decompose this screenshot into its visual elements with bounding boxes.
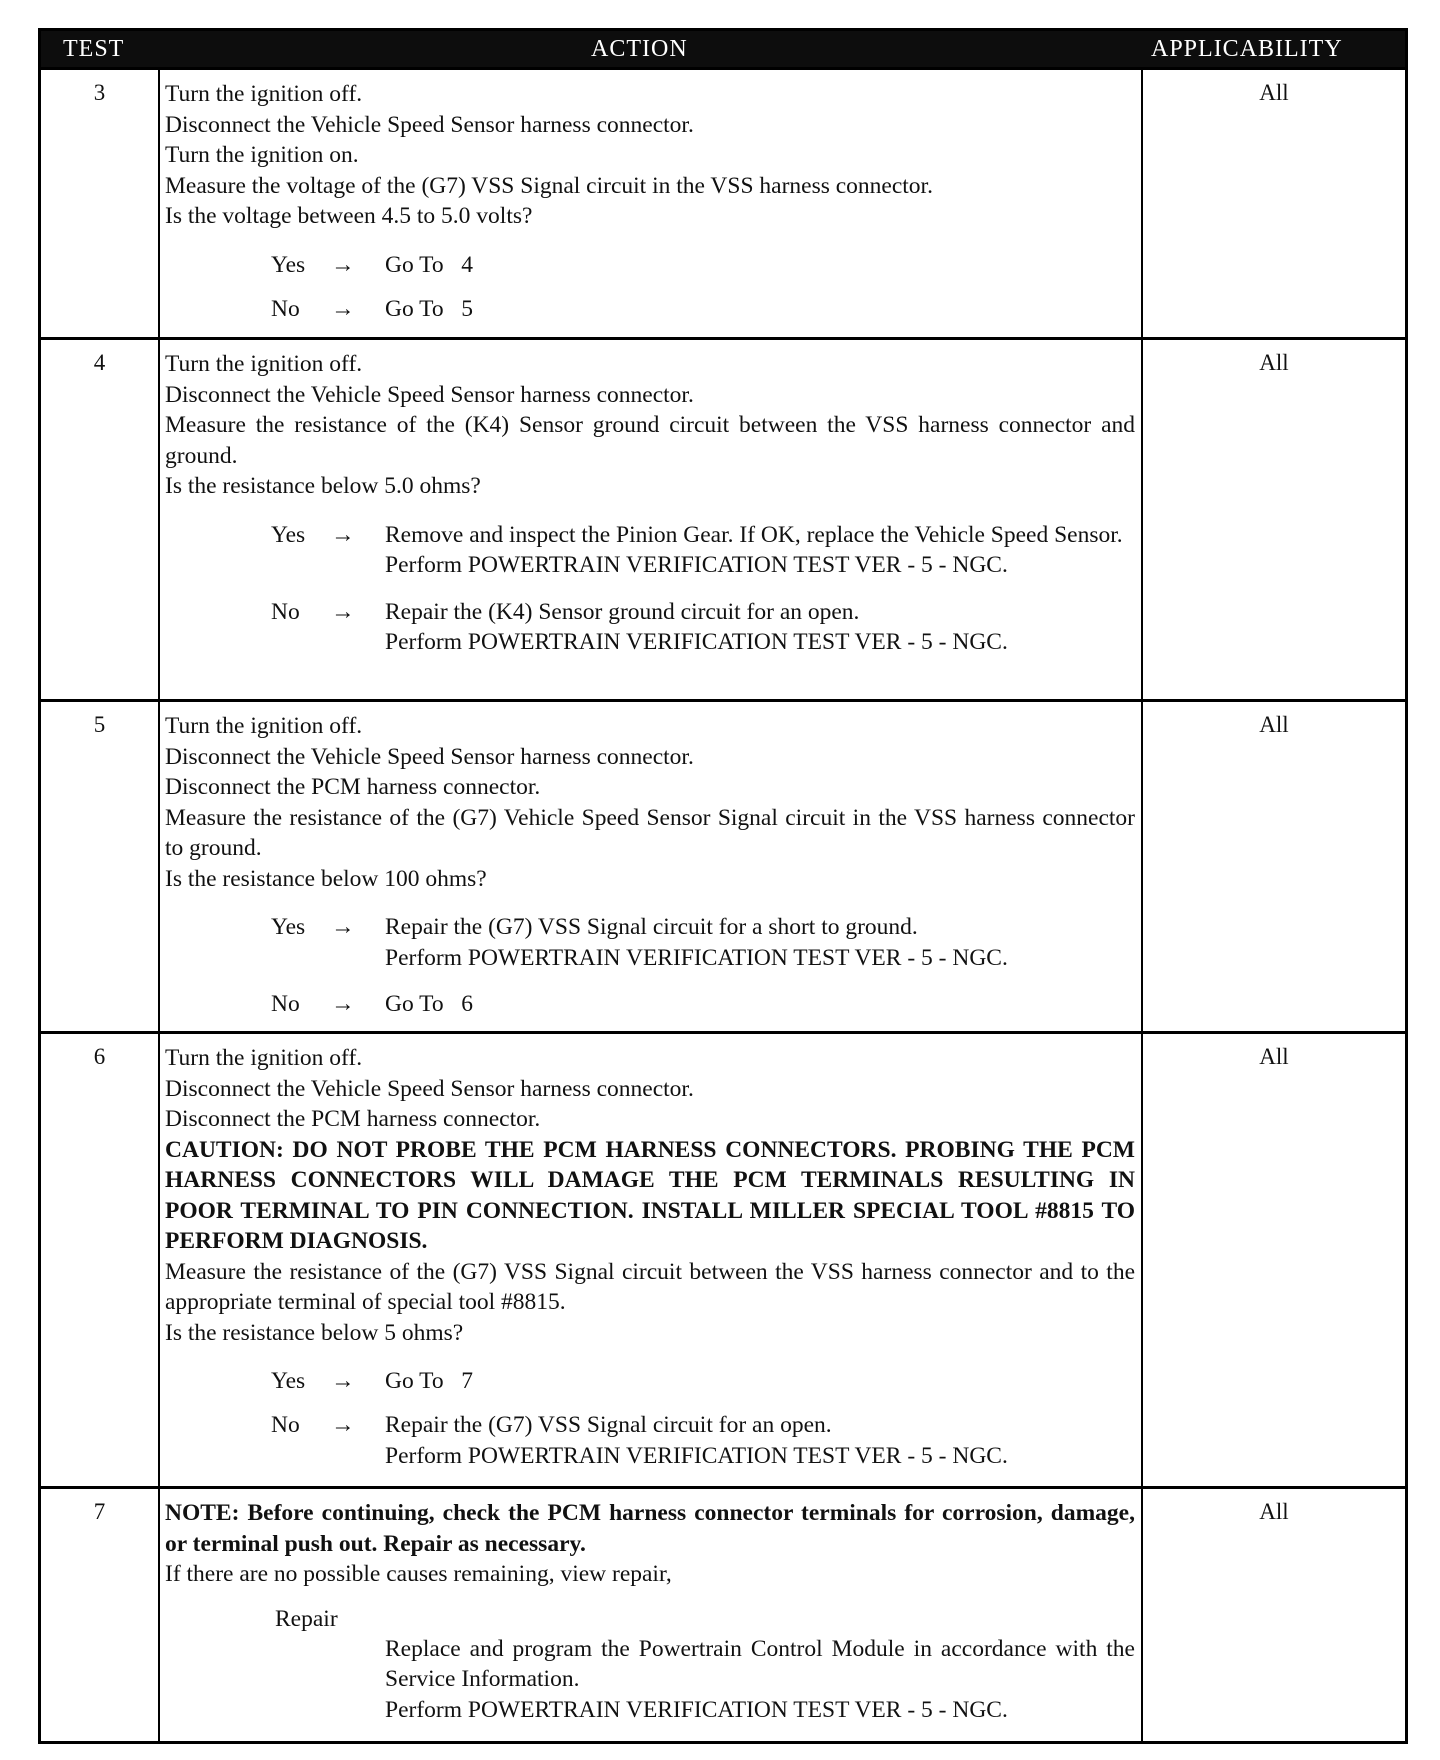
yes-target: Go To 4 xyxy=(385,251,474,278)
no-branch xyxy=(165,294,1135,324)
repair-label: Repair xyxy=(275,1605,338,1632)
header-action: ACTION xyxy=(591,36,688,62)
table-header xyxy=(41,31,1405,67)
test-number: 5 xyxy=(93,712,106,737)
no-label: No xyxy=(271,1412,300,1438)
repair-text: Replace and program the Powertrain Control Module in accordance with the Service Information. xyxy=(385,1635,1135,1692)
arrow-icon: → xyxy=(331,251,355,278)
step-text: Turn the ignition off. xyxy=(165,713,363,739)
step-text: Turn the ignition on. xyxy=(165,142,359,168)
no-target: Go To 6 xyxy=(385,991,474,1017)
step-text: Turn the ignition off. xyxy=(165,81,363,107)
step-text: Disconnect the Vehicle Speed Sensor harness connector. xyxy=(165,381,694,408)
no-branch xyxy=(165,597,1135,658)
no-label: No xyxy=(271,598,300,625)
step-text: Is the resistance below 5 ohms? xyxy=(165,1319,464,1346)
step-text: Turn the ignition off. xyxy=(165,351,363,377)
arrow-icon: → xyxy=(331,914,355,940)
step-text: Is the resistance below 5.0 ohms? xyxy=(165,473,481,499)
no-target: Repair the (K4) Sensor ground circuit for an open. xyxy=(385,598,860,625)
test-number: 4 xyxy=(93,350,106,375)
arrow-icon: → xyxy=(331,1368,355,1394)
action-cell xyxy=(165,711,1135,1019)
no-target-verify: Perform POWERTRAIN VERIFICATION TEST VER - 5 - NGC. xyxy=(385,1442,1008,1469)
no-label: No xyxy=(271,991,300,1017)
repair-block xyxy=(165,1604,1135,1726)
applicability-cell: All xyxy=(1259,712,1289,737)
no-target-verify: Perform POWERTRAIN VERIFICATION TEST VER - 5 - NGC. xyxy=(385,629,1008,655)
table-row-test-4 xyxy=(41,337,1405,702)
caution-text: CAUTION: DO NOT PROBE THE PCM HARNESS CONNECTORS. PROBING THE PCM HARNESS CONNECTORS WILL DAMAGE THE PCM TERMINALS RESULTING IN POOR TERMINAL TO PIN CONNECTION. INSTALL MILLER SPECIAL TOOL #8815 TO PERFORM DIAGNOSIS. xyxy=(165,1136,1135,1254)
header-applicability: APPLICABILITY xyxy=(1151,36,1343,62)
no-branch xyxy=(165,1410,1135,1471)
applicability-cell: All xyxy=(1259,1499,1289,1524)
applicability-cell: All xyxy=(1259,1044,1289,1069)
yes-branch xyxy=(165,520,1135,581)
step-text: Measure the resistance of the (G7) VSS Signal circuit between the VSS harness connector and to the appropriate terminal of special tool #8815. xyxy=(165,1258,1135,1315)
yes-label: Yes xyxy=(271,251,306,278)
action-cell xyxy=(165,349,1135,658)
yes-target: Repair the (G7) VSS Signal circuit for a short to ground. xyxy=(385,914,918,940)
yes-label: Yes xyxy=(271,1368,306,1394)
arrow-icon: → xyxy=(331,295,355,322)
step-text: Measure the voltage of the (G7) VSS Signal circuit in the VSS harness connector. xyxy=(165,172,933,199)
yes-label: Yes xyxy=(271,521,306,548)
test-number: 7 xyxy=(93,1499,106,1524)
step-text: Disconnect the PCM harness connector. xyxy=(165,1106,541,1132)
step-text: Disconnect the PCM harness connector. xyxy=(165,774,541,800)
yes-label: Yes xyxy=(271,914,306,940)
yes-branch xyxy=(165,1366,1135,1396)
step-text: Measure the resistance of the (K4) Sensor ground circuit between the VSS harness connector and ground. xyxy=(165,412,1135,469)
no-target: Repair the (G7) VSS Signal circuit for an open. xyxy=(385,1412,832,1438)
note-text: NOTE: Before continuing, check the PCM harness connector terminals for corrosion, damage, or terminal push out. Repair as necessary. xyxy=(165,1500,1135,1557)
yes-target: Go To 7 xyxy=(385,1368,474,1394)
yes-target: Remove and inspect the Pinion Gear. If OK, replace the Vehicle Speed Sensor. xyxy=(385,521,1123,548)
step-text: Is the voltage between 4.5 to 5.0 volts? xyxy=(165,203,533,229)
table-row-test-6 xyxy=(41,1031,1405,1489)
applicability-cell: All xyxy=(1259,80,1289,105)
arrow-icon: → xyxy=(331,521,355,548)
test-number: 6 xyxy=(93,1044,106,1069)
diagnostic-table xyxy=(38,28,1408,1744)
yes-branch xyxy=(165,912,1135,973)
table-row-test-3 xyxy=(41,67,1405,340)
no-target: Go To 5 xyxy=(385,295,474,322)
step-text: Disconnect the Vehicle Speed Sensor harness connector. xyxy=(165,743,694,770)
action-cell xyxy=(165,1498,1135,1725)
no-label: No xyxy=(271,295,300,322)
step-text: If there are no possible causes remaining, view repair, xyxy=(165,1561,672,1587)
arrow-icon: → xyxy=(331,598,355,625)
step-text: Turn the ignition off. xyxy=(165,1045,363,1071)
step-text: Measure the resistance of the (G7) Vehicle Speed Sensor Signal circuit in the VSS harness connector to ground. xyxy=(165,804,1135,861)
step-text: Disconnect the Vehicle Speed Sensor harness connector. xyxy=(165,1075,694,1102)
step-text: Disconnect the Vehicle Speed Sensor harness connector. xyxy=(165,111,694,138)
table-row-test-7 xyxy=(41,1486,1405,1744)
yes-branch xyxy=(165,250,1135,280)
action-cell xyxy=(165,79,1135,324)
repair-verify-text: Perform POWERTRAIN VERIFICATION TEST VER - 5 - NGC. xyxy=(385,1696,1008,1723)
table-row-test-5 xyxy=(41,699,1405,1034)
arrow-icon: → xyxy=(331,991,355,1017)
applicability-cell: All xyxy=(1259,350,1289,375)
header-test: TEST xyxy=(63,36,125,62)
step-text: Is the resistance below 100 ohms? xyxy=(165,865,487,892)
arrow-icon: → xyxy=(331,1412,355,1438)
no-branch xyxy=(165,989,1135,1019)
test-number: 3 xyxy=(93,80,106,105)
action-cell xyxy=(165,1043,1135,1471)
yes-target-verify: Perform POWERTRAIN VERIFICATION TEST VER - 5 - NGC. xyxy=(385,552,1008,578)
yes-target-verify: Perform POWERTRAIN VERIFICATION TEST VER - 5 - NGC. xyxy=(385,944,1008,971)
